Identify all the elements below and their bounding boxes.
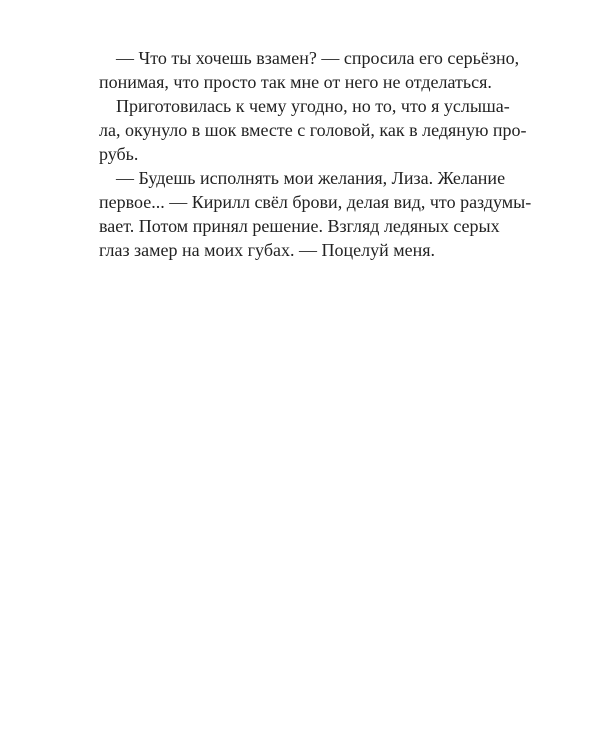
text-line: ла, окунуло в шок вместе с головой, как в ледяную про- xyxy=(99,120,527,140)
text-line: понимая, что просто так мне от него не отделаться. xyxy=(99,72,492,92)
paragraph-2 xyxy=(99,94,527,166)
text-line: Приготовилась к чему угодно, но то, что я услыша- xyxy=(116,96,510,116)
text-line: первое... — Кирилл свёл брови, делая вид, что раздумы- xyxy=(99,192,532,212)
text-line: рубь. xyxy=(99,144,139,164)
text-line: — Будешь исполнять мои желания, Лиза. Желание xyxy=(116,168,506,188)
paragraph-1 xyxy=(99,46,520,94)
text-line: глаз замер на моих губах. — Поцелуй меня. xyxy=(99,240,435,260)
text-line: вает. Потом принял решение. Взгляд ледяных серых xyxy=(99,216,500,236)
body-text xyxy=(99,46,532,262)
paragraph-3 xyxy=(99,166,532,262)
text-line: — Что ты хочешь взамен? — спросила его серьёзно, xyxy=(116,48,520,68)
